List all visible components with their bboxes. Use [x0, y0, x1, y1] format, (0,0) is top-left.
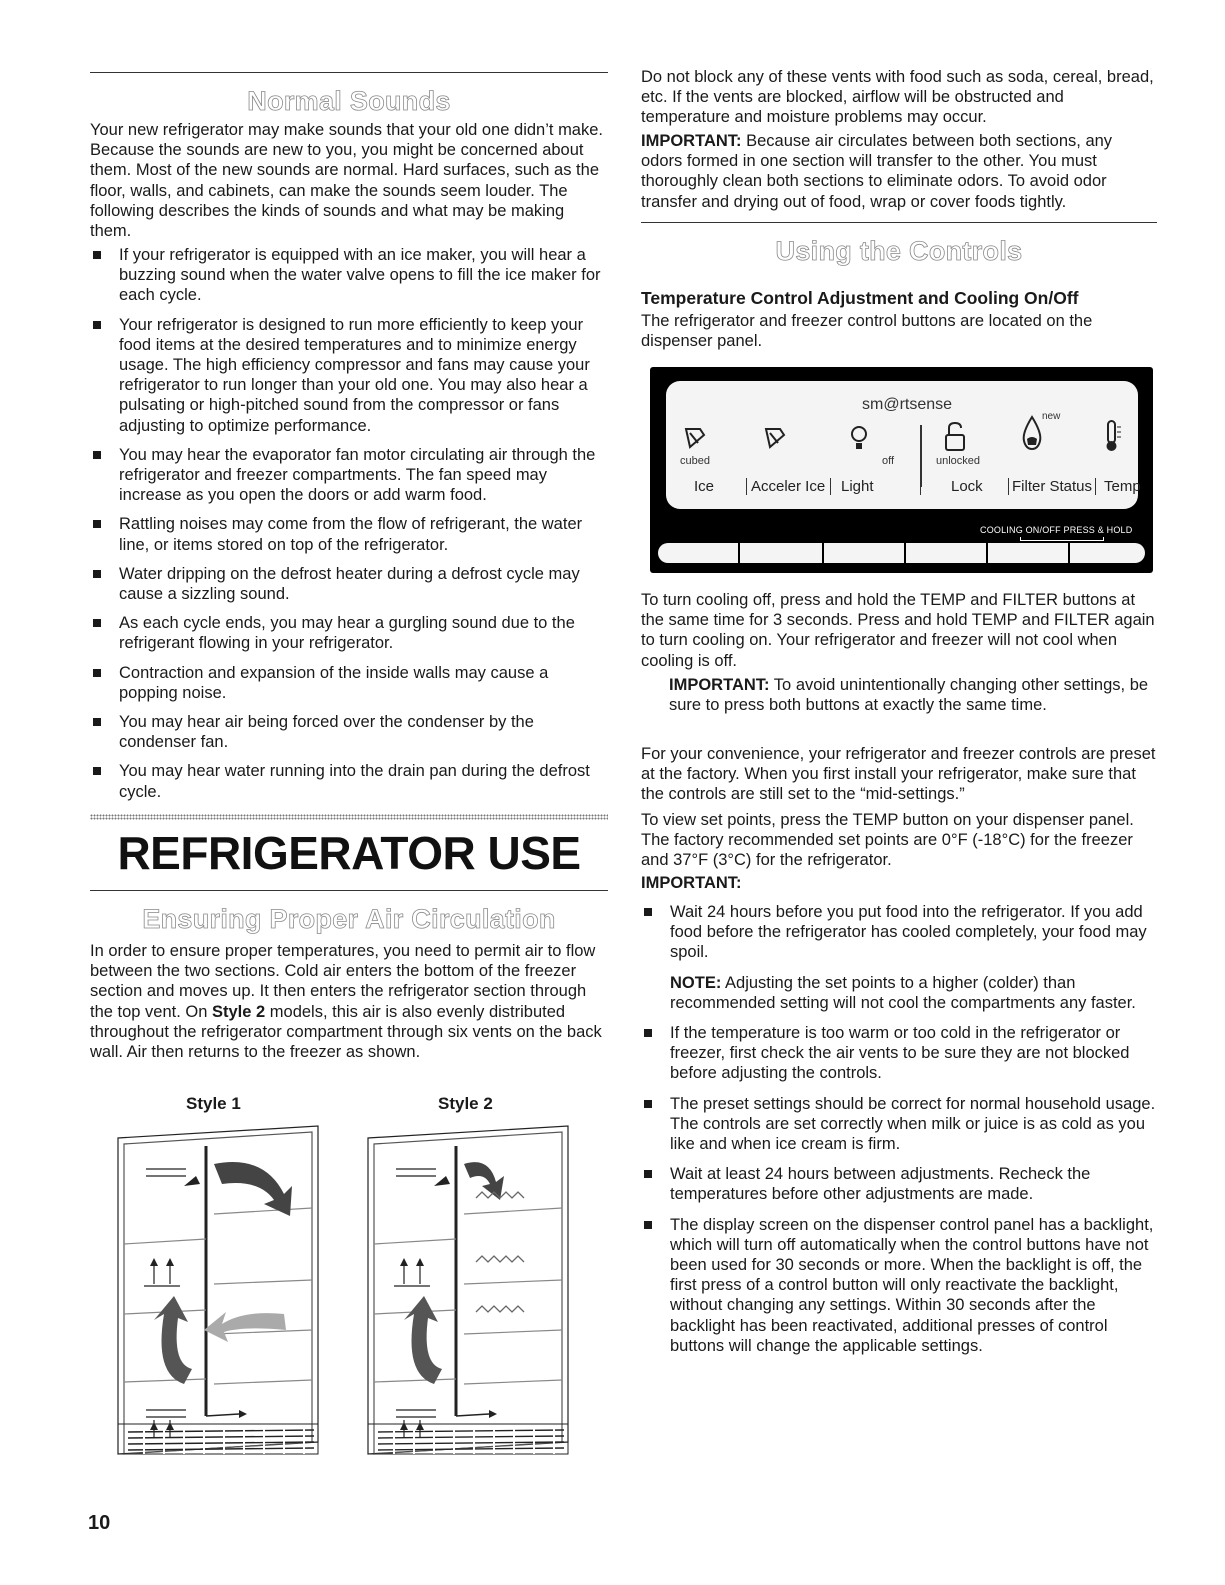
- list-item: Wait at least 24 hours between adjustments. Recheck the temperatures before other adjustments are made.: [641, 1164, 1159, 1204]
- list-item: Water dripping on the defrost heater during a defrost cycle may cause a sizzling sound.: [90, 564, 608, 604]
- panel-button-strip: [658, 543, 1145, 563]
- dotted-divider: [90, 814, 608, 820]
- acceler-ice-icon: [762, 425, 786, 451]
- style1-diagram: [114, 1124, 324, 1458]
- set-points-text: To view set points, press the TEMP button on your dispenser panel. The factory recommended set points are 0°F (-18°C) for the freezer and 37°F (3°C) for the refrigerator.: [641, 811, 1134, 870]
- lock-button[interactable]: Lock: [920, 478, 983, 495]
- thermometer-icon: [1102, 419, 1122, 453]
- list-item: The display screen on the dispenser control panel has a backlight, which will turn off automatically when the control buttons have not been used for 30 seconds or more. When the backlight is off, the first press of a control button will only reactivate the backlight, without changing any settings. Within 30 seconds after the backlight has been reactivated, additional presses of control buttons will change the applicable settings.: [641, 1215, 1159, 1356]
- important-both-buttons: IMPORTANT: To avoid unintentionally changing other settings, be sure to press both buttons at exactly the same time.: [669, 676, 1149, 715]
- light-bulb-icon: [850, 425, 868, 453]
- ice-button[interactable]: Ice: [694, 478, 715, 495]
- light-off-label: off: [882, 455, 895, 467]
- filter-new-label: new: [1042, 411, 1061, 422]
- cooling-off-text: To turn cooling off, press and hold the TEMP and FILTER buttons at the same time for 3 seconds. Press and hold TEMP and FILTER again to turn cooling on. Your refrigerator and freezer will not cool when cooling is off.: [641, 591, 1155, 670]
- chapter-rule: [90, 890, 608, 891]
- panel-display: [666, 381, 1141, 509]
- list-item: You may hear the evaporator fan motor circulating air through the refrigerator and freezer compartments. The fan speed may increase as you open the doors or add warm food.: [90, 445, 608, 506]
- list-item: Rattling noises may come from the flow of refrigerant, the water line, or items stored on top of the refrigerator.: [90, 514, 608, 554]
- normal-sounds-heading: Normal Sounds: [247, 86, 451, 116]
- convenience-text: For your convenience, your refrigerator and freezer controls are preset at the factory. When you first install your refrigerator, make sure that the controls are still set to the “mid-settings.”: [641, 745, 1156, 804]
- list-item: The preset settings should be correct for normal household usage. The controls are set correctly when milk or juice is as cold as you like and when ice cream is firm.: [641, 1094, 1159, 1155]
- cubed-ice-icon: [682, 425, 706, 451]
- dispenser-control-panel: [650, 367, 1153, 573]
- unlocked-icon: [944, 421, 966, 453]
- normal-sounds-intro: Your new refrigerator may make sounds that your old one didn’t make. Because the sounds are new to you, you might be concerned about them. Most of the new sounds are normal. Hard surfaces, such as the floor, walls, and cabinets, can make the sounds seem louder. The following describes the kinds of sounds and what may be making them.: [90, 121, 603, 241]
- controls-rule: [641, 222, 1157, 223]
- style1-label: Style 1: [186, 1094, 241, 1113]
- important-label: IMPORTANT:: [641, 874, 742, 892]
- vents-text: Do not block any of these vents with food such as soda, cereal, bread, etc. If the vents are blocked, airflow will be obstructed and temperature and moisture problems may occur.: [641, 68, 1154, 127]
- list-item: You may hear water running into the drain pan during the defrost cycle.: [90, 761, 608, 801]
- list-item: Your refrigerator is designed to run more efficiently to keep your food items at the desired temperatures and to minimize energy usage. The high efficiency compressor and fans may cause your refrigerator to run longer than your old one. You may also hear a pulsating or high-pitched sound from the compressor or fans adjusting to optimize performance.: [90, 315, 608, 436]
- style2-diagram: [364, 1124, 574, 1458]
- normal-sounds-list: [90, 245, 608, 802]
- list-item: Contraction and expansion of the inside walls may cause a popping noise.: [90, 663, 608, 703]
- acceler-ice-button[interactable]: Acceler Ice: [746, 478, 825, 495]
- list-item: If your refrigerator is equipped with an ice maker, you will hear a buzzing sound when the water valve opens to fill the ice maker for each cycle.: [90, 245, 608, 306]
- list-item: Wait 24 hours before you put food into the refrigerator. If you add food before the refrigerator has cooled completely, your food may spoil. NOTE: Adjusting the set points to a higher (colder) than recommended setting will not cool the compartments any faster.: [641, 902, 1159, 1013]
- list-item: You may hear air being forced over the condenser by the condenser fan.: [90, 712, 608, 752]
- light-button[interactable]: Light: [830, 478, 874, 495]
- cooling-bracket: [1020, 537, 1104, 541]
- cubed-label: cubed: [680, 455, 710, 467]
- air-circulation-text: In order to ensure proper temperatures, you need to permit air to flow between the two sections. Cold air enters the bottom of the freezer section and moves up. It then enters the refrigerator section through the top vent. On Style 2 models, this air is also evenly distributed throughout the refrigerator compartment through six vents on the back wall. Air then returns to the freezer as shown.: [90, 942, 602, 1062]
- list-item: If the temperature is too warm or too cold in the refrigerator or freezer, first check the air vents to be sure they are not blocked before adjusting the controls.: [641, 1023, 1159, 1084]
- unlocked-label: unlocked: [936, 455, 981, 467]
- air-circulation-heading: Ensuring Proper Air Circulation: [142, 904, 556, 934]
- buttons-located-text: The refrigerator and freezer control buttons are located on the dispenser panel.: [641, 312, 1093, 351]
- controls-bullet-list: [641, 902, 1159, 1356]
- using-controls-heading: Using the Controls: [775, 236, 1023, 266]
- smartsense-logo: sm@rtsense: [862, 396, 953, 413]
- style2-label: Style 2: [438, 1094, 493, 1113]
- top-rule: [90, 72, 608, 73]
- temp-button[interactable]: Temp: [1104, 478, 1141, 495]
- temperature-control-subheading: Temperature Control Adjustment and Cooling On/Off: [641, 288, 1079, 308]
- list-item: As each cycle ends, you may hear a gurgling sound due to the refrigerant flowing in your refrigerator.: [90, 613, 608, 653]
- cooling-onoff-label: COOLING ON/OFF PRESS & HOLD: [980, 525, 1133, 535]
- note-text: NOTE: Adjusting the set points to a higher (colder) than recommended setting will not cool the compartments any faster.: [670, 973, 1136, 1012]
- filter-drop-icon: [1020, 415, 1044, 451]
- filter-status-button[interactable]: Filter Status: [1008, 478, 1096, 495]
- chapter-title: REFRIGERATOR USE: [117, 827, 581, 879]
- important-odors: IMPORTANT: Because air circulates between both sections, any odors formed in one section will transfer to the other. You must thoroughly clean both sections to eliminate odors. To avoid odor transfer and drying out of food, wrap or cover foods tightly.: [641, 132, 1113, 211]
- panel-button-labels: [666, 478, 1141, 502]
- page-number: 10: [88, 1512, 111, 1534]
